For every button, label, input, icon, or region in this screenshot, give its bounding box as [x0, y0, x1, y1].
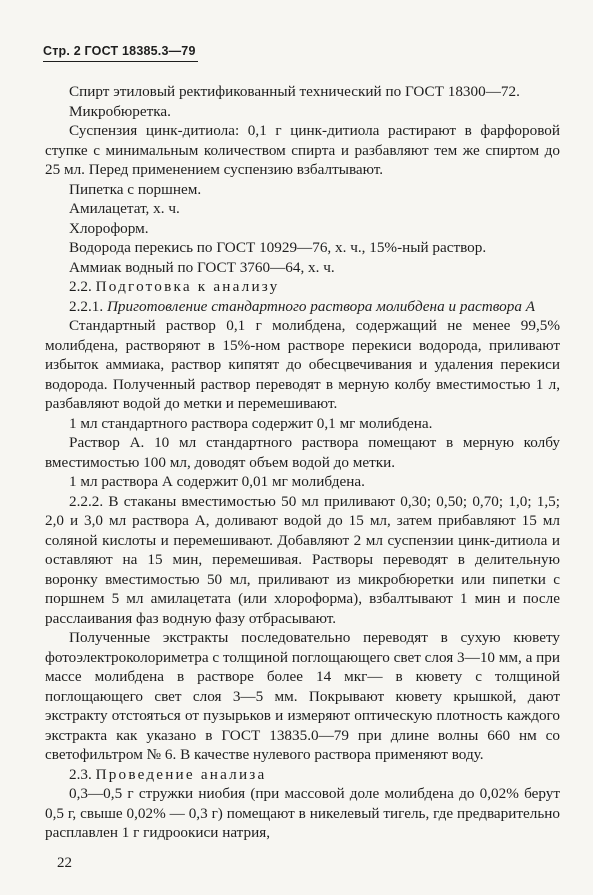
section-heading [45, 765, 560, 785]
paragraph: Аммиак водный по ГОСТ 3760—64, х. ч. [69, 258, 335, 276]
page-number: 22 [57, 855, 72, 871]
paragraph: Пипетка с поршнем. [69, 180, 202, 198]
paragraph: Хлороформ. [69, 219, 149, 237]
paragraph: 1 мл стандартного раствора содержит 0,1 мг молибдена. [69, 414, 433, 432]
paragraph: Стандартный раствор 0,1 г молибдена, содержащий не менее 99,5% молибдена, растворяют в 15%-ном растворе перекиси водорода, приливают избыток аммиака, раствор кипятят до обесцвечивания и удаления перекиси водорода. Полученный раствор переводят в мерную колбу вместимостью 1 л, разбавляют водой до метки и перемешивают. [45, 317, 560, 412]
paragraph: Водорода перекись по ГОСТ 10929—76, х. ч., 15%-ный раствор. [69, 239, 487, 256]
subsection-title: Приготовление стандартного раствора молибдена и раствора А [106, 297, 536, 315]
section-number: 2.3. [69, 765, 92, 783]
paragraph: 1 мл раствора А содержит 0,01 мг молибдена. [69, 473, 365, 490]
section-title: Подготовка к анализу [95, 278, 280, 295]
paragraph: Раствор А. 10 мл стандартного раствора помещают в мерную колбу вместимостью 100 мл, доводят объем водой до метки. [45, 434, 560, 471]
paragraph: Спирт этиловый ректификованный технический по ГОСТ 18300—72. [69, 83, 520, 100]
paragraph: Амилацетат, х. ч. [69, 200, 180, 217]
paragraph: 2.2.2. В стаканы вместимостью 50 мл приливают 0,30; 0,50; 0,70; 1,0; 1,5; 2,0 и 3,0 мл раствора А, доливают водой до 15 мл, затем прибавляют 15 мл соляной кислоты и перемешивают. Добавляют 2 мл суспензии цинк-дитиола и оставляют на 15 мин, перемешивая. Растворы переводят в делительную воронку вместимостью 50 мл, приливают из микробюретки или пипетки с поршнем 5 мл амилацетата (или хлороформа), взбалтывают 1 мин и после расслаивания фаз водную фазу отбрасывают. [45, 492, 560, 627]
subsection-heading [45, 297, 560, 317]
section-title: Проведение анализа [95, 765, 267, 783]
subsection-number: 2.2.1. [69, 297, 104, 315]
paragraph: 0,3—0,5 г стружки ниобия (при массовой доле молибдена до 0,02% берут 0,5 г, свыше 0,02% — 0,3 г) помещают в никелевый тигель, где предварительно расплавлен 1 г гидроокиси натрия, [45, 785, 560, 841]
paragraph: Полученные экстракты последовательно переводят в сухую кювету фотоэлектроколориметра с толщиной поглощающего свет слоя 3—10 мм, а при массе молибдена в растворе более 14 мкг— в кювету с толщиной поглощающего свет слоя 3—5 мм. Покрывают кювету крышкой, дают экстракту отстояться от пузырьков и измеряют оптическую плотность каждого экстракта как указано в ГОСТ 13835.0—79 при длине волны 660 нм со светофильтром № 6. В качестве нулевого раствора применяют воду. [45, 629, 561, 763]
section-heading [45, 277, 560, 297]
paragraph: Микробюретка. [69, 102, 171, 120]
section-number: 2.2. [69, 278, 92, 295]
running-header: Стр. 2 ГОСТ 18385.3—79 [43, 44, 198, 62]
document-body [45, 82, 560, 843]
paragraph: Суспензия цинк-дитиола: 0,1 г цинк-дитиола растирают в фарфоровой ступке с минимальным количеством спирта и разбавляют тем же спиртом до 25 мл. Перед применением суспензию взбалтывают. [45, 122, 560, 178]
